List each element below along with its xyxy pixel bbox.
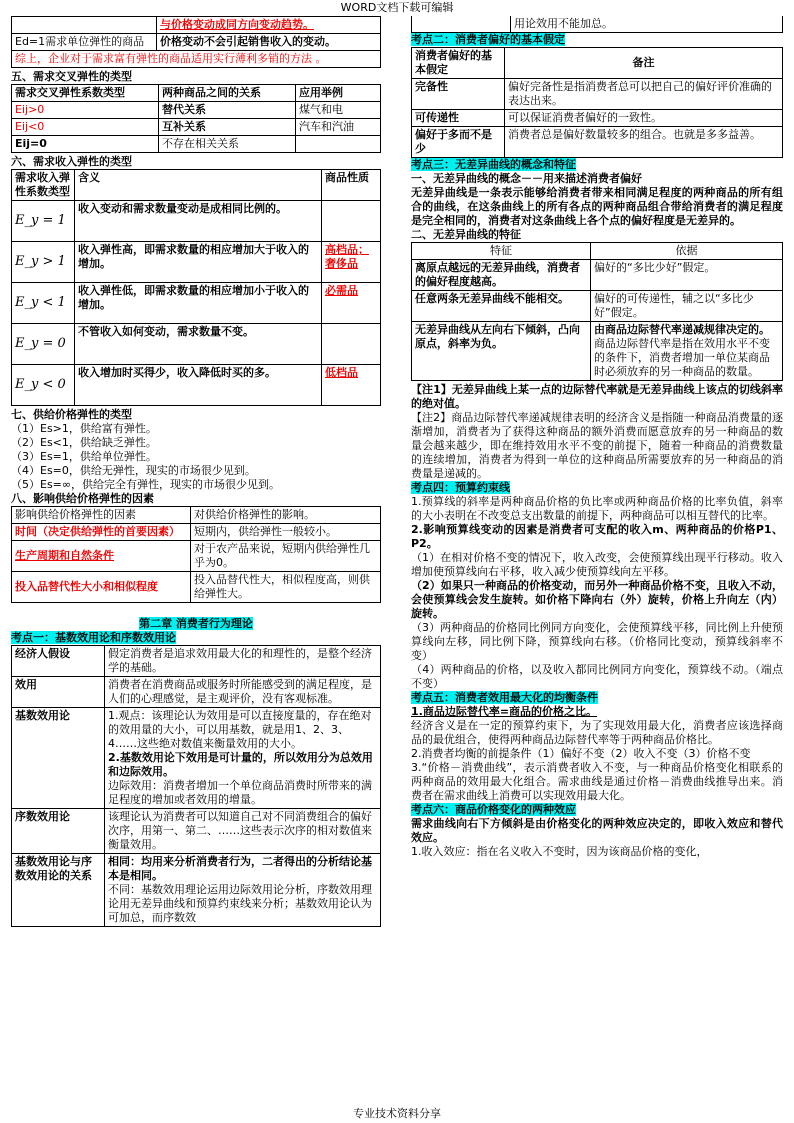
list-item: （1）Es>1，供给富有弹性。 xyxy=(11,422,157,435)
col-header: 对供给价格弹性的影响。 xyxy=(191,507,381,524)
cell: 任意两条无差异曲线不能相交。 xyxy=(412,291,591,322)
row-header: 序数效用论 xyxy=(12,809,105,854)
col-header: 消费者偏好的基本假定 xyxy=(412,48,505,79)
col-header: 商品性质 xyxy=(322,170,381,201)
cell: 可传递性 xyxy=(412,110,505,127)
cell: Eij=0 xyxy=(12,136,159,153)
utility-theory-table xyxy=(11,645,381,927)
note: 【注1】无差异曲线上某一点的边际替代率就是无差异曲线上该点的切线斜率的绝对值。 xyxy=(411,383,783,410)
cell: Eij>0 xyxy=(12,102,159,119)
cell xyxy=(412,16,511,33)
cell: 不管收入如何变动，需求数量不变。 xyxy=(75,324,322,365)
cell: 低档品 xyxy=(322,365,381,406)
cell: 收入弹性高，即需求数量的相应增加大于收入的增加。 xyxy=(75,242,322,283)
cell: 收入增加时买得少，收入降低时买的多。 xyxy=(75,365,322,406)
indifference-curve-features-table xyxy=(411,242,783,381)
cell: 偏好的“多比少好”假定。 xyxy=(591,260,783,291)
summary-cell: 综上，企业对于需求富有弹性的商品适用实行薄利多销的方法 。 xyxy=(12,51,381,68)
formula-cell: E_y = 1 xyxy=(12,201,75,242)
chapter-title: 第二章 消费者行为理论 xyxy=(139,617,253,630)
paragraph: 经济含义是在一定的预算约束下，为了实现效用最大化，消费者应该选择商品的最优组合，使得两种商品边际替代率等于两种商品价格比。 xyxy=(411,719,783,746)
cross-elasticity-table xyxy=(11,84,381,153)
cell: 收入弹性低，即需求数量的相应增加小于收入的增加。 xyxy=(75,283,322,324)
row-header: 基数效用论与序数效用论的关系 xyxy=(12,854,105,927)
paragraph: 1.商品边际替代率=商品的价格之比。 xyxy=(411,705,598,718)
section-title: 七、供给价格弹性的类型 xyxy=(11,408,132,421)
col-header: 依据 xyxy=(591,243,783,260)
cell: 时间（决定供给弹性的首要因素） xyxy=(12,524,191,541)
cell: 高档品；奢侈品 xyxy=(322,242,381,283)
income-elasticity-table xyxy=(11,169,381,406)
row-header: 效用 xyxy=(12,677,105,708)
list-item: （4）Es=0，供给无弹性，现实的市场很少见到。 xyxy=(11,464,256,477)
cell: 完备性 xyxy=(412,79,505,110)
cell: Ed=1需求单位弹性的商品 xyxy=(12,34,157,51)
paragraph: （1）在相对价格不变的情况下，收入改变，会使预算线出现平行移动。收入增加使预算线向右平移，收入减少使预算线向左平移。 xyxy=(411,551,783,578)
cell: 不存在相关关系 xyxy=(159,136,296,153)
formula-cell: E_y < 0 xyxy=(12,365,75,406)
cell: 与价格变动成同方向变动趋势。 xyxy=(157,17,381,34)
paragraph: （2）如果只一种商品的价格变动，而另外一种商品价格不变，且收入不动，会使预算线会发生旋转。如价格下降向右（外）旋转，价格上升向左（内）旋转。 xyxy=(411,579,783,620)
cell: 假定消费者是追求效用最大化的和理性的，是整个经济学的基础。 xyxy=(105,646,381,677)
cell: 收入变动和需求数量变动是成相同比例的。 xyxy=(75,201,322,242)
paragraph: 1.收入效应：指在名义收入不变时，因为该商品价格的变化， xyxy=(411,845,708,858)
cell: 替代关系 xyxy=(159,102,296,119)
col-header: 含义 xyxy=(75,170,322,201)
continued-cell-table xyxy=(411,16,783,33)
paragraph: 相同：均用来分析消费者行为，二者得出的分析结论基本是相同。 xyxy=(108,855,372,882)
section-title: 考点二：消费者偏好的基本假定 xyxy=(411,33,565,46)
cell xyxy=(12,17,157,34)
formula-cell: E_y < 1 xyxy=(12,283,75,324)
list-item: （3）Es=1，供给单位弹性。 xyxy=(11,450,157,463)
cell xyxy=(591,322,783,381)
note: 【注2】商品边际替代率递减规律表明的经济含义是指随一种商品消费量的逐渐增加，消费者为了获得这种商品的额外消费而愿意放弃的另一种商品的数量会越来越少，即在维持效用水平不变的前提下，随着一种商品的消费数量的连续增加，消费者为得到一单位的这种商品所需要放弃的另一种商品的消费量是递减的。 xyxy=(411,411,783,480)
left-column xyxy=(11,16,381,927)
page-footer: 专业技术资料分享 xyxy=(353,1107,441,1120)
col-header: 两种商品之间的关系 xyxy=(159,85,296,102)
cell: 该理论认为消费者可以知道自己对不同消费组合的偏好次序，用第一、第二、……这些表示次序的相对数值来衡量效用。 xyxy=(105,809,381,854)
cell xyxy=(322,201,381,242)
col-header: 影响供给价格弹性的因素 xyxy=(12,507,191,524)
cell: 对于农产品来说，短期内供给弹性几乎为0。 xyxy=(191,541,381,572)
section-title: 考点一：基数效用论和序数效用论 xyxy=(11,631,176,644)
cell: 互补关系 xyxy=(159,119,296,136)
paragraph: 由商品边际替代率递减规律决定的。 xyxy=(594,323,770,336)
cell xyxy=(105,854,381,927)
col-header: 备注 xyxy=(505,48,783,79)
col-header: 应用举例 xyxy=(296,85,381,102)
subsection-title: 一、无差异曲线的概念－－用来描述消费者偏好 xyxy=(411,172,642,185)
cell: 生产周期和自然条件 xyxy=(12,541,191,572)
paragraph: 不同：基数效用理论运用边际效用论分析，序数效用理论用无差异曲线和预算约束线来分析；基数效用论认为可加总，而序数效 xyxy=(108,883,372,924)
cell: 可以保证消费者偏好的一致性。 xyxy=(505,110,783,127)
cell: 短期内，供给弹性一般较小。 xyxy=(191,524,381,541)
list-item: （2）Es<1，供给缺乏弹性。 xyxy=(11,436,157,449)
cell: 投入品替代性大小和相似程度 xyxy=(12,572,191,603)
cell: 消费者在消费商品或服务时所能感受到的满足程度，是人们的心理感觉，是主观评价，没有客观标准。 xyxy=(105,677,381,708)
paragraph: 2.消费者均衡的前提条件（1）偏好不变（2）收入不变（3）价格不变 xyxy=(411,747,751,760)
section-title: 考点六：商品价格变化的两种效应 xyxy=(411,803,576,816)
cell: 离原点越远的无差异曲线，消费者的偏好程度越高。 xyxy=(412,260,591,291)
page-header: WORD文档下载可编辑 xyxy=(340,1,454,14)
right-column xyxy=(411,16,783,859)
subsection-title: 二、无差异曲线的特征 xyxy=(411,228,521,241)
cell: 煤气和电 xyxy=(296,102,381,119)
cell: 价格变动不会引起销售收入的变动。 xyxy=(157,34,381,51)
paragraph: 边际效用：消费者增加一个单位商品消费时所带来的满足程度的增加或者效用的增量。 xyxy=(108,779,372,806)
paragraph: 商品边际替代率是指在效用水平不变的条件下，消费者增加一单位某商品时必须放弃的另一种商品的数量。 xyxy=(594,337,770,378)
cell: 偏好完备性是指消费者总可以把自己的偏好评价准确的表达出来。 xyxy=(505,79,783,110)
paragraph: 3.“价格－消费曲线”，表示消费者收入不变，与一种商品价格变化相联系的两种商品的效用最大化组合。需求曲线是通过价格－消费曲线推导出来。消费者在需求曲线上消费可以实现效用最大化。 xyxy=(411,761,783,802)
price-elasticity-table-tail xyxy=(11,16,381,68)
col-header: 需求交叉弹性系数类型 xyxy=(12,85,159,102)
col-header: 需求收入弹性系数类型 xyxy=(12,170,75,201)
list-item: （5）Es=∞，供给完全有弹性，现实的市场很少见到。 xyxy=(11,478,281,491)
cell xyxy=(322,324,381,365)
section-title: 考点五：消费者效用最大化的均衡条件 xyxy=(411,691,598,704)
cell xyxy=(296,136,381,153)
section-title: 五、需求交叉弹性的类型 xyxy=(11,70,132,83)
paragraph: （3）两种商品的价格同比例同方向变化，会使预算线平移，同比例上升使预算线向左移，同比例下降，预算线向右移。（价格同比变动，预算线斜率不变） xyxy=(411,621,783,662)
section-title: 六、需求收入弹性的类型 xyxy=(11,155,132,168)
paragraph: 1.观点：该理论认为效用是可以直接度量的，存在绝对的效用量的大小，可以用基数，就是用1、2、3、4……这些绝对数值来衡量效用的大小。 xyxy=(108,709,372,750)
cell: 汽车和汽油 xyxy=(296,119,381,136)
section-title: 八、影响供给价格弹性的因素 xyxy=(11,492,154,505)
cell: 投入品替代性大，相似程度高，则供给弹性大。 xyxy=(191,572,381,603)
cell xyxy=(105,708,381,809)
cell: Eij<0 xyxy=(12,119,159,136)
paragraph: 2.基数效用论下效用是可计量的，所以效用分为总效用和边际效用。 xyxy=(108,751,373,778)
preference-assumptions-table xyxy=(411,47,783,158)
paragraph: 1.预算线的斜率是两种商品价格的负比率或两种商品价格的比率负值，斜率的大小表明在不改变总支出数量的前提下，两种商品可以相互替代的比率。 xyxy=(411,495,783,522)
cell: 偏好于多而不是少 xyxy=(412,127,505,158)
section-title: 考点三：无差异曲线的概念和特征 xyxy=(411,158,576,171)
cell: 消费者总是偏好数量较多的组合。也就是多多益善。 xyxy=(505,127,783,158)
paragraph: 无差异曲线是一条表示能够给消费者带来相同满足程度的两种商品的所有组合的曲线，在这条曲线上的所有各点的两种商品组合带给消费者的满足程度是完全相同的，消费者对这条曲线上各个点的偏好程度是无差异的。 xyxy=(411,186,783,227)
cell: 无差异曲线从左向右下倾斜，凸向原点，斜率为负。 xyxy=(412,322,591,381)
formula-cell: E_y > 1 xyxy=(12,242,75,283)
paragraph: 2.影响预算线变动的因素是消费者可支配的收入m、两种商品的价格P1、P2。 xyxy=(411,523,783,550)
cell: 偏好的可传递性，辅之以“多比少好”假定。 xyxy=(591,291,783,322)
supply-elasticity-factors-table xyxy=(11,506,381,603)
cell: 必需品 xyxy=(322,283,381,324)
row-header: 经济人假设 xyxy=(12,646,105,677)
cell: 用论效用不能加总。 xyxy=(511,16,783,33)
section-title: 考点四：预算约束线 xyxy=(411,481,510,494)
paragraph: （4）两种商品的价格，以及收入都同比例同方向变化，预算线不动。（端点不变） xyxy=(411,663,783,690)
row-header: 基数效用论 xyxy=(12,708,105,809)
col-header: 特征 xyxy=(412,243,591,260)
formula-cell: E_y = 0 xyxy=(12,324,75,365)
paragraph: 需求曲线向右下方倾斜是由价格变化的两种效应决定的，即收入效应和替代效应。 xyxy=(411,817,783,844)
